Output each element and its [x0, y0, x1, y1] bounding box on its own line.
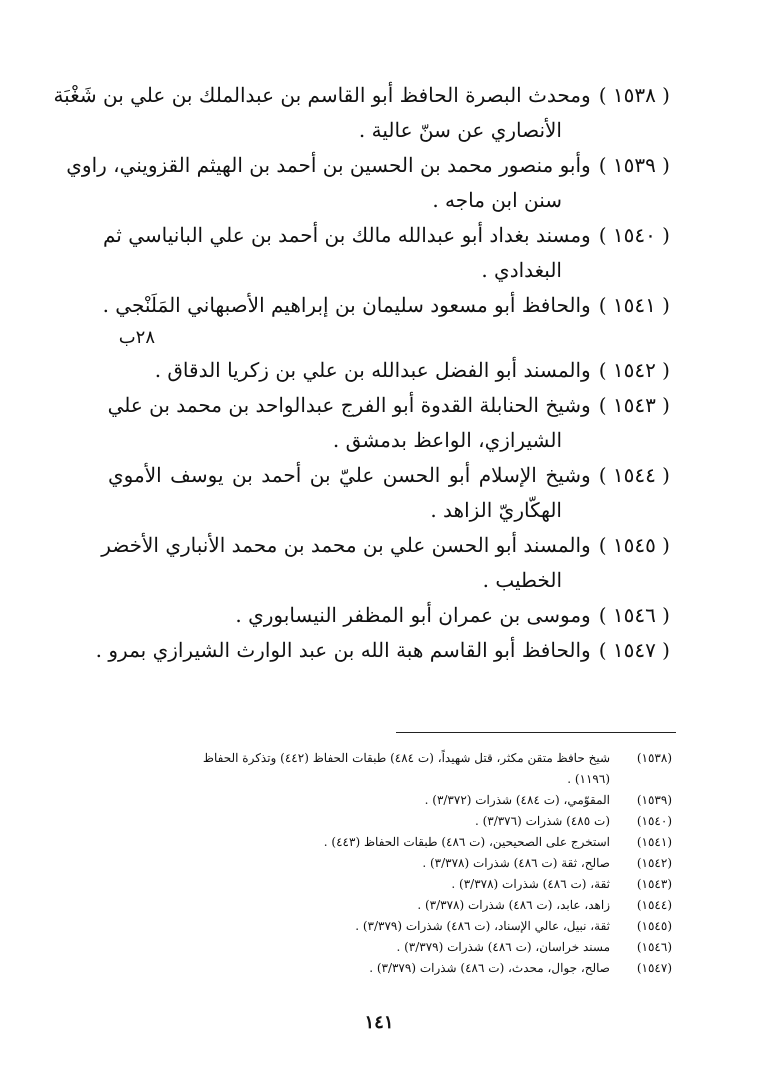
entry-number: ( ١٥٣٩ ) [598, 153, 670, 177]
footnote-text: ثقة، نبيل، عالي الإسناد، (ت ٤٨٦) شذرات (٣/٣٧٩) . [355, 919, 610, 933]
footnote-1540 [100, 811, 672, 832]
entry-number: ( ١٥٤٦ ) [598, 603, 670, 627]
footnote-number: (١٥٤٥) [636, 919, 672, 933]
footnote-text: زاهد، عابد، (ت ٤٨٦) شذرات (٣/٣٧٨) . [417, 898, 610, 912]
footnote-1544 [100, 895, 672, 916]
footnote-text: صالح، ثقة (ت ٤٨٦) شذرات (٣/٣٧٨) . [422, 856, 610, 870]
entry-number: ( ١٥٤٤ ) [598, 463, 670, 487]
folio-marker: ٢٨ب [118, 327, 155, 348]
footnote-number: (١٥٤٤) [636, 898, 672, 912]
entry-1547 [95, 633, 670, 668]
entry-number: ( ١٥٤١ ) [598, 293, 670, 317]
page-number: ١٤١ [364, 1012, 394, 1033]
footnote-number: (١٥٤١) [636, 835, 672, 849]
entry-1538 [53, 78, 670, 148]
entry-number: ( ١٥٤٥ ) [598, 533, 670, 557]
footnote-number: (١٥٤٦) [636, 940, 672, 954]
entry-text: ومسند بغداد أبو عبدالله مالك بن أحمد بن علي البانياسي ثم [102, 223, 591, 247]
entry-number: ( ١٥٤٧ ) [598, 638, 670, 662]
entry-text-continued: الهكّاريّ الزاهد . [430, 498, 562, 522]
footnote-1542 [100, 853, 672, 874]
entry-text-continued: الخطيب . [482, 568, 562, 592]
footnote-1545 [100, 916, 672, 937]
entry-text: وشيخ الحنابلة القدوة أبو الفرج عبدالواحد بن محمد بن علي [107, 393, 591, 417]
entry-number: ( ١٥٤٢ ) [598, 358, 670, 382]
footnote-text: شيخ حافظ متقن مكثر، قتل شهيداً، (ت ٤٨٤) طبقات الحفاظ (٤٤٢) وتذكرة الحفاظ [202, 751, 610, 765]
footnote-text: ثقة، (ت ٤٨٦) شذرات (٣/٣٧٨) . [451, 877, 610, 891]
footnote-text: مسند خراسان، (ت ٤٨٦) شذرات (٣/٣٧٩) . [396, 940, 610, 954]
footnote-1546 [100, 937, 672, 958]
entry-text-continued: الأنصاري عن سنّ عالية . [358, 118, 562, 142]
entry-number: ( ١٥٤٣ ) [598, 393, 670, 417]
footnote-number: (١٥٤٢) [636, 856, 672, 870]
footnote-1541 [100, 832, 672, 853]
entry-text: ومحدث البصرة الحافظ أبو القاسم بن عبدالملك بن علي بن شَغْبَة [53, 83, 591, 107]
footnote-text: صالح، جوال، محدث، (ت ٤٨٦) شذرات (٣/٣٧٩) . [369, 961, 610, 975]
entry-1540 [102, 218, 670, 288]
footnote-number: (١٥٤٠) [636, 814, 672, 828]
entry-text: وأبو منصور محمد بن الحسين بن أحمد بن الهيثم القزويني، راوي [66, 153, 591, 177]
entry-1541 [102, 288, 670, 323]
entry-text-continued: الشيرازي، الواعظ بدمشق . [332, 428, 562, 452]
entry-1545 [101, 528, 670, 598]
entry-1542 [108, 353, 670, 388]
footnote-text: (ت ٤٨٥) شذرات (٣/٣٧٦) . [474, 814, 610, 828]
entry-number: ( ١٥٤٠ ) [598, 223, 670, 247]
entry-text: والمسند أبو الفضل عبدالله بن علي بن زكريا الدقاق . [154, 358, 591, 382]
footnote-1547 [100, 958, 672, 979]
entry-text: والحافظ أبو القاسم هبة الله بن عبد الوارث الشيرازي بمرو . [95, 638, 591, 662]
footnote-number: (١٥٤٣) [636, 877, 672, 891]
entry-number: ( ١٥٣٨ ) [598, 83, 670, 107]
footnote-separator [396, 732, 676, 733]
footnote-number: (١٥٤٧) [636, 961, 672, 975]
entry-1543 [108, 388, 670, 458]
footnotes [100, 748, 672, 979]
entry-text-continued: سنن ابن ماجه . [432, 188, 562, 212]
footnote-text: استخرج على الصحيحين، (ت ٤٨٦) طبقات الحفاظ (٤٤٣) . [323, 835, 610, 849]
footnote-number: (١٥٣٨) [636, 751, 672, 765]
footnote-1543 [100, 874, 672, 895]
footnote-1539 [100, 790, 672, 811]
entry-text-continued: البغدادي . [481, 258, 562, 282]
footnote-1538 [100, 748, 672, 790]
entry-1539 [66, 148, 670, 218]
entry-text: وموسى بن عمران أبو المظفر النيسابوري . [235, 603, 591, 627]
entry-text: والحافظ أبو مسعود سليمان بن إبراهيم الأصبهاني المَلَنْجي . [102, 293, 591, 317]
footnote-number: (١٥٣٩) [636, 793, 672, 807]
footnote-text-continued: (١١٩٦) . [567, 772, 610, 786]
footnote-text: المقوّمي، (ت ٤٨٤) شذرات (٣/٣٧٢) . [424, 793, 610, 807]
main-text [53, 78, 670, 668]
entry-text: وشيخ الإسلام أبو الحسن عليّ بن أحمد بن يوسف الأموي [108, 463, 591, 487]
entry-1546 [108, 598, 670, 633]
entry-text: والمسند أبو الحسن علي بن محمد بن محمد الأنباري الأخضر [101, 533, 591, 557]
entry-1544 [108, 458, 670, 528]
